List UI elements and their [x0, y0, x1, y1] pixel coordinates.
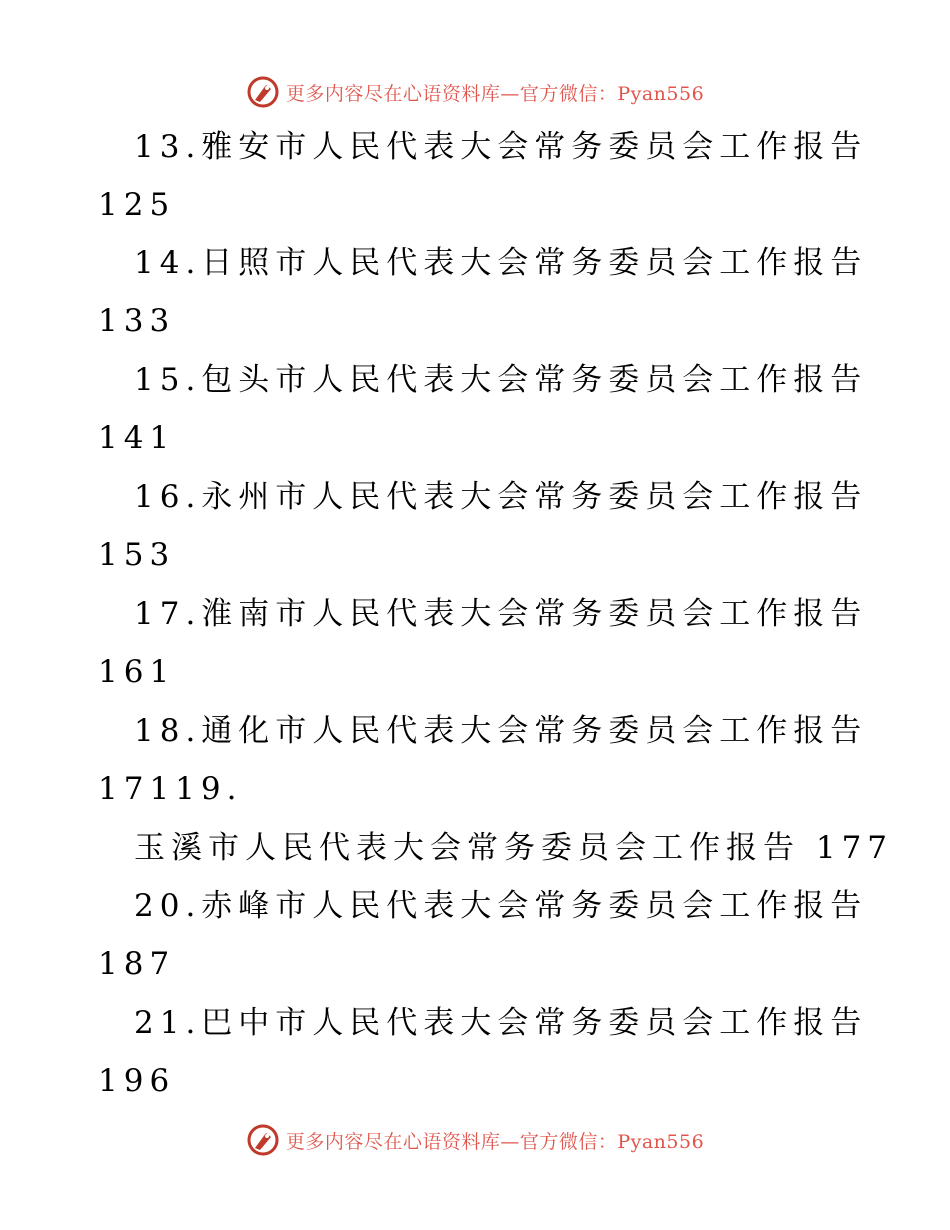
- footer-watermark: [0, 1120, 950, 1160]
- toc-entry: 玉溪市人民代表大会常务委员会工作报告 177: [134, 830, 894, 866]
- toc-page-number: 196: [98, 1063, 176, 1099]
- toc-entry: 17.淮南市人民代表大会常务委员会工作报告: [134, 596, 868, 632]
- toc-page-number: 187: [98, 946, 176, 982]
- toc-entry: 16.永州市人民代表大会常务委员会工作报告: [134, 479, 868, 515]
- toc-entry: 20.赤峰市人民代表大会常务委员会工作报告: [134, 888, 868, 924]
- toc-page-number: 125: [98, 187, 176, 223]
- toc-entry: 13.雅安市人民代表大会常务委员会工作报告: [134, 129, 868, 165]
- toc-page-number: 153: [98, 537, 176, 573]
- toc-entry: 18.通化市人民代表大会常务委员会工作报告: [134, 713, 868, 749]
- toc-page-number: 133: [98, 303, 176, 339]
- toc-entry: 21.巴中市人民代表大会常务委员会工作报告: [134, 1005, 868, 1041]
- toc-entry: 15.包头市人民代表大会常务委员会工作报告: [134, 362, 868, 398]
- toc-page-number: 141: [98, 420, 176, 456]
- toc-entry: 14.日照市人民代表大会常务委员会工作报告: [134, 245, 868, 281]
- watermark-text: 更多内容尽在心语资料库—官方微信：Pyan556: [285, 82, 705, 105]
- pen-nib-logo-icon: [246, 1123, 280, 1157]
- toc-page-number: 161: [98, 654, 176, 690]
- toc-page-number: 17119.: [98, 771, 243, 807]
- watermark-text: 更多内容尽在心语资料库—官方微信：Pyan556: [285, 1130, 705, 1153]
